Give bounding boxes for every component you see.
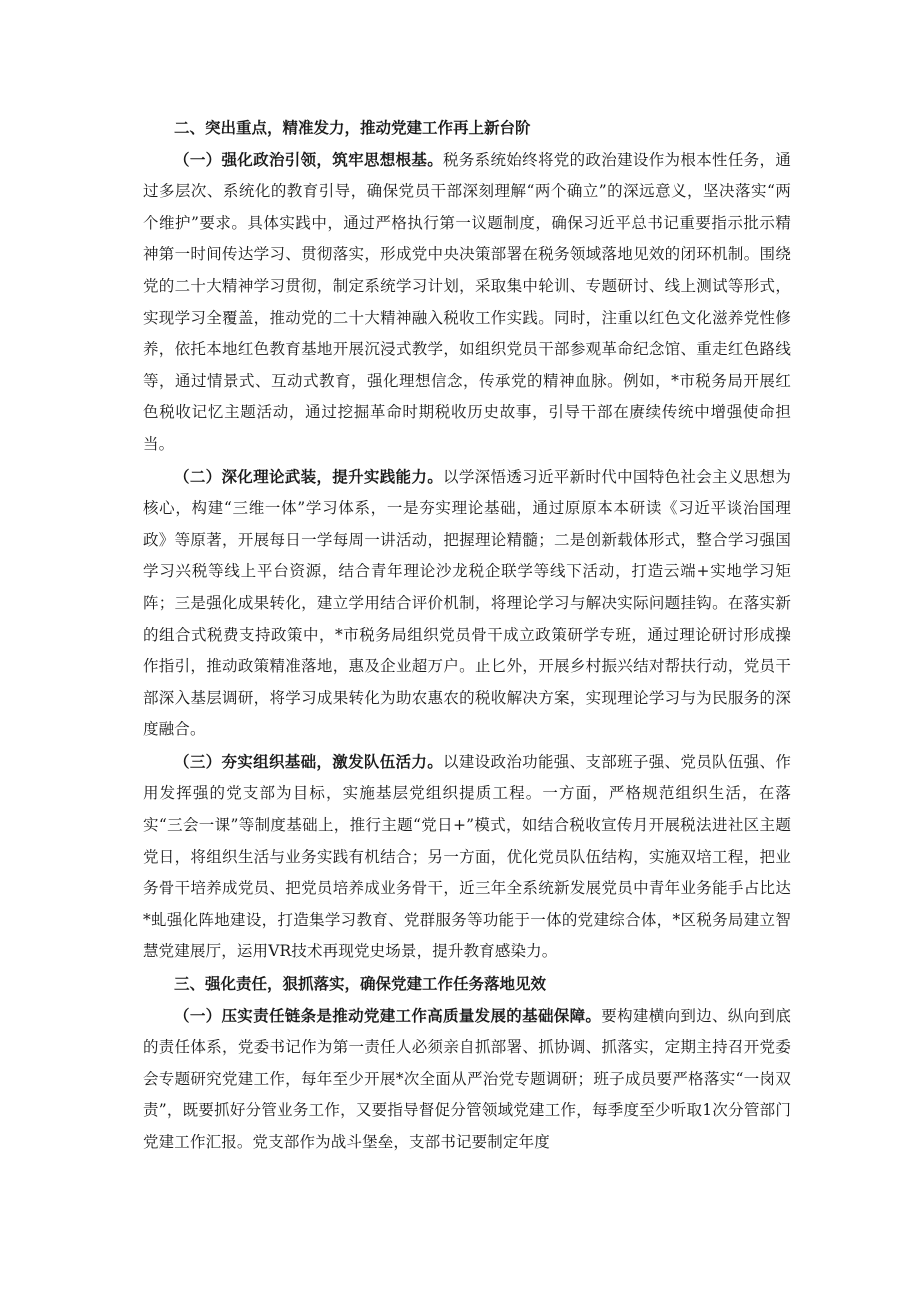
section-heading-3: 三、强化责任，狠抓落实，确保党建工作任务落地见效 <box>174 974 547 994</box>
paragraph-body: 以建设政治功能强、支部班子强、党员队伍强、作用发挥强的党支部为目标，实施基层党组织提质工程。一方面，严格规范组织生活，在落实“三会一课”等制度基础上，推行主题“党日+”模式，如结合税收宣传月开展税法进社区主题党日，将组织生活与业务实践有机结合；另一方面，优化党员队伍结构，实施双培工程，把业务骨干培养成党员、把党员培养成业务骨干，近三年全系统新发展党员中青年业务能手占比达*虬强化阵地建设，打造集学习教育、党群服务等功能于一体的党建综合体，*区税务局建立智慧党建展厅，运用VR技术再现党史场景，提升教育感染力。 <box>143 752 791 961</box>
paragraph-body: 要构建横向到边、纵向到底的责任体系，党委书记作为第一责任人必须亲自抓部署、抓协调、抓落实，定期主持召开党委会专题研究党建工作，每年至少开展*次全面从严治党专题调研；班子成员要严格落实“一岗双责”，既要抓好分管业务工作，又要指导督促分管领域党建工作，每季度至少听取1次分管部门党建工作汇报。党支部作为战斗堡垒，支部书记要制定年度 <box>143 1006 791 1151</box>
paragraph-lead: （一）强化政治引领，筑牢思想根基。 <box>174 149 444 169</box>
paragraph-lead: （三）夯实组织基础，激发队伍活力。 <box>174 751 444 771</box>
paragraph-lead: （二）深化理论武装，提升实践能力。 <box>174 466 444 486</box>
paragraph-2-2 <box>143 461 791 746</box>
paragraph-lead: （一）压实责任链条是推动党建工作高质量发展的基础保障。 <box>174 1005 602 1025</box>
paragraph-2-1 <box>143 144 791 461</box>
paragraph-3-1 <box>143 1000 791 1159</box>
paragraph-body: 以学深悟透习近平新时代中国特色社会主义思想为核心，构建“三维一体”学习体系，一是夯实理论基础，通过原原本本研读《习近平谈治国理政》等原著，开展每日一学每周一讲活动，把握理论精髓；二是创新载体形式，整合学习强国学习兴税等线上平台资源，结合青年理论沙龙税企联学等线下活动，打造云端+实地学习矩阵；三是强化成果转化，建立学用结合评价机制，将理论学习与解决实际问题挂钩。在落实新的组合式税费支持政策中，*市税务局组织党员骨干成立政策研学专班，通过理论研讨形成操作指引，推动政策精准落地，惠及企业超万户。止匕外，开展乡村振兴结对帮扶行动，党员干部深入基层调研，将学习成果转化为助农惠农的税收解决方案，实现理论学习与为民服务的深度融合。 <box>143 467 791 739</box>
paragraph-2-3 <box>143 746 791 968</box>
paragraph-body: 税务系统始终将党的政治建设作为根本性任务，通过多层次、系统化的教育引导，确保党员干部深刻理解“两个确立”的深远意义，坚决落实“两个维护”要求。具体实践中，通过严格执行第一议题制度，确保习近平总书记重要指示批示精神第一时间传达学习、贯彻落实，形成党中央决策部署在税务领域落地见效的闭环机制。围绕党的二十大精神学习贯彻，制定系统学习计划，采取集中轮训、专题研讨、线上测试等形式，实现学习全覆盖，推动党的二十大精神融入税收工作实践。同时，注重以红色文化滋养党性修养，依托本地红色教育基地开展沉浸式教学，如组织党员干部参观革命纪念馆、重走红色路线等，通过情景式、互动式教育，强化理想信念，传承党的精神血脉。例如，*市税务局开展红色税收记忆主题活动，通过挖掘革命时期税收历史故事，引导干部在赓续传统中增强使命担当。 <box>143 150 791 453</box>
document-body <box>143 112 791 1159</box>
section-heading-2: 二、突出重点，精准发力，推动党建工作再上新台阶 <box>174 118 531 137</box>
